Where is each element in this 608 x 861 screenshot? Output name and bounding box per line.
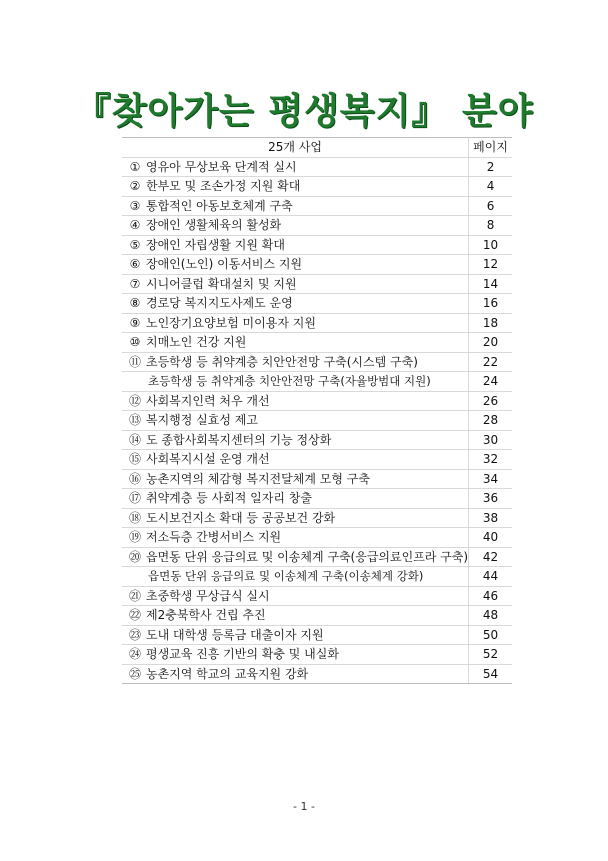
- project-entry: [122, 452, 270, 466]
- table-row: [122, 255, 512, 275]
- item-number: ⑬: [128, 413, 141, 427]
- item-number: ⑦: [129, 276, 141, 291]
- item-number: ②: [129, 179, 141, 193]
- project-cell: [122, 391, 469, 411]
- project-cell: [122, 216, 469, 236]
- project-entry: [122, 394, 270, 408]
- item-number: ⑰: [128, 491, 141, 505]
- table-row: [122, 391, 512, 411]
- table-row: [122, 235, 512, 255]
- project-name: 도시보건지소 확대 등 공공보건 강화: [146, 510, 336, 525]
- page-cell: 46: [469, 586, 512, 606]
- table-row: [122, 547, 512, 567]
- project-name: 도 종합사회복지센터의 기능 정상화: [146, 432, 332, 447]
- page-cell: 30: [469, 430, 512, 450]
- page-cell: 32: [469, 450, 512, 470]
- project-name: 초등학생 등 취약계층 치안안전망 구축(자율방범대 지원): [148, 374, 431, 388]
- page-cell: 40: [469, 528, 512, 548]
- header-page: 페이지: [469, 138, 512, 158]
- item-number: ⑱: [128, 510, 141, 525]
- project-name: 장애인(노인) 이동서비스 지원: [146, 257, 303, 271]
- project-name: 한부모 및 조손가정 지원 확대: [146, 179, 301, 193]
- project-cell: [122, 625, 469, 645]
- page-cell: 8: [469, 216, 512, 236]
- table-row: [122, 645, 512, 665]
- table-row: [122, 411, 512, 431]
- item-number: ⑲: [128, 530, 141, 544]
- item-number: ④: [129, 218, 141, 232]
- project-cell: [122, 372, 469, 392]
- project-cell: [122, 430, 469, 450]
- page-cell: 36: [469, 489, 512, 509]
- item-number: ㉔: [128, 647, 141, 661]
- table-row: [122, 664, 512, 684]
- page-cell: 38: [469, 508, 512, 528]
- page-cell: 6: [469, 196, 512, 216]
- table-row: [122, 528, 512, 548]
- project-cell: [122, 294, 469, 314]
- project-entry: [122, 647, 339, 661]
- table-row: [122, 274, 512, 294]
- table-row: [122, 606, 512, 626]
- page-cell: 44: [469, 567, 512, 587]
- table-row: [122, 313, 512, 333]
- table-row: [122, 157, 512, 177]
- project-entry: [122, 238, 285, 252]
- table-row: [122, 372, 512, 392]
- project-name: 치매노인 건강 지원: [146, 335, 247, 349]
- page-cell: 24: [469, 372, 512, 392]
- page-cell: 54: [469, 664, 512, 684]
- project-cell: [122, 177, 469, 197]
- page-number: - 1 -: [293, 800, 315, 813]
- project-cell: [122, 645, 469, 665]
- table-row: [122, 430, 512, 450]
- project-entry: [122, 199, 293, 213]
- table-row: [122, 216, 512, 236]
- page-cell: 4: [469, 177, 512, 197]
- project-name: 읍면동 단위 응급의료 및 이송체계 구축(응급의료인프라 구축): [146, 549, 469, 564]
- page-cell: 22: [469, 352, 512, 372]
- project-entry: [122, 160, 297, 174]
- project-entry: [122, 491, 312, 505]
- table-row: [122, 177, 512, 197]
- project-entry: [122, 589, 270, 603]
- project-name: 농촌지역의 체감형 복지전달체계 모형 구축: [146, 471, 370, 486]
- project-cell: [122, 469, 469, 489]
- project-name: 복지행정 실효성 제고: [146, 413, 258, 427]
- page-cell: 2: [469, 157, 512, 177]
- project-name: 초중학생 무상급식 실시: [146, 588, 270, 603]
- item-number: ⑩: [129, 335, 141, 349]
- item-number: ⑧: [129, 296, 141, 310]
- project-cell: [122, 567, 469, 587]
- project-cell: [122, 586, 469, 606]
- project-name: 농촌지역 학교의 교육지원 강화: [146, 666, 309, 681]
- table-row: [122, 333, 512, 353]
- page-cell: 34: [469, 469, 512, 489]
- project-name: 영유아 무상보육 단계적 실시: [146, 159, 297, 174]
- project-cell: [122, 255, 469, 275]
- item-number: ⑮: [128, 452, 141, 466]
- item-number: ⑨: [129, 315, 141, 330]
- project-name: 시니어클럽 확대설치 및 지원: [146, 276, 297, 291]
- header-project: 25개 사업: [122, 138, 469, 158]
- contents-table: [122, 137, 512, 684]
- project-name: 통합적인 아동보호체계 구축: [146, 198, 293, 213]
- project-cell: [122, 528, 469, 548]
- project-entry: [122, 355, 418, 369]
- project-name: 사회복지인력 처우 개선: [146, 393, 270, 408]
- project-cell: [122, 411, 469, 431]
- project-cell: [122, 489, 469, 509]
- item-number: ⑪: [128, 354, 141, 369]
- table-row: [122, 625, 512, 645]
- project-name: 장애인 자립생활 지원 확대: [146, 237, 285, 252]
- table-row: [122, 469, 512, 489]
- project-name: 취약계층 등 사회적 일자리 창출: [146, 491, 312, 505]
- item-number: ⑤: [129, 237, 141, 252]
- project-name: 노인장기요양보험 미이용자 지원: [146, 315, 316, 330]
- item-number: ③: [129, 198, 141, 213]
- project-entry: [122, 511, 335, 525]
- page-cell: 52: [469, 645, 512, 665]
- table-row: [122, 196, 512, 216]
- project-entry: [122, 218, 281, 232]
- project-entry: [122, 316, 316, 330]
- page-cell: 20: [469, 333, 512, 353]
- project-entry: [122, 608, 266, 622]
- project-cell: [122, 664, 469, 684]
- project-name: 경로당 복지지도사제도 운영: [146, 296, 293, 310]
- project-name: 장애인 생활체육의 활성화: [146, 218, 282, 232]
- table-row: [122, 352, 512, 372]
- page-title: 『찾아가는 평생복지』 분야: [74, 91, 534, 132]
- project-entry: [122, 530, 281, 544]
- project-cell: [122, 235, 469, 255]
- item-number: ⑭: [128, 432, 141, 447]
- project-entry: [122, 567, 423, 586]
- project-cell: [122, 547, 469, 567]
- project-cell: [122, 274, 469, 294]
- project-entry: [122, 335, 246, 349]
- page-cell: 12: [469, 255, 512, 275]
- project-name: 저소득층 간병서비스 지원: [146, 530, 282, 544]
- project-name: 사회복지시설 운영 개선: [146, 452, 270, 466]
- project-cell: [122, 606, 469, 626]
- page-cell: 50: [469, 625, 512, 645]
- project-name: 초등학생 등 취약계층 치안안전망 구축(시스템 구축): [146, 354, 418, 369]
- project-name: 도내 대학생 등록금 대출이자 지원: [146, 627, 324, 642]
- table-row: [122, 567, 512, 587]
- project-entry: [122, 372, 431, 391]
- project-cell: [122, 313, 469, 333]
- item-number: ⑫: [128, 393, 141, 408]
- page-cell: 18: [469, 313, 512, 333]
- page-cell: 14: [469, 274, 512, 294]
- project-name: 평생교육 진흥 기반의 확충 및 내실화: [146, 647, 339, 661]
- project-entry: [122, 472, 370, 486]
- table-header-row: [122, 138, 512, 158]
- project-cell: [122, 352, 469, 372]
- page-cell: 42: [469, 547, 512, 567]
- project-name: 읍면동 단위 응급의료 및 이송체계 구축(이송체계 강화): [148, 569, 424, 583]
- item-number: ㉑: [128, 588, 141, 603]
- project-entry: [122, 413, 258, 427]
- project-entry: [122, 257, 302, 271]
- project-entry: [122, 296, 293, 310]
- project-entry: [122, 667, 308, 681]
- project-entry: [122, 433, 331, 447]
- item-number: ㉓: [128, 627, 141, 642]
- page-cell: 16: [469, 294, 512, 314]
- item-number: ⑯: [128, 471, 141, 486]
- project-cell: [122, 450, 469, 470]
- table-row: [122, 508, 512, 528]
- item-number: ①: [129, 159, 141, 174]
- item-number: ㉕: [128, 666, 141, 681]
- project-cell: [122, 157, 469, 177]
- project-cell: [122, 333, 469, 353]
- page-cell: 10: [469, 235, 512, 255]
- item-number: ㉒: [128, 608, 141, 622]
- project-entry: [122, 277, 297, 291]
- page-cell: 26: [469, 391, 512, 411]
- project-name: 제2충북학사 건립 추진: [146, 608, 266, 622]
- item-number: ⑥: [129, 257, 141, 271]
- table-row: [122, 450, 512, 470]
- table-row: [122, 586, 512, 606]
- item-number: ⑳: [128, 549, 141, 564]
- page-cell: 48: [469, 606, 512, 626]
- project-entry: [122, 628, 324, 642]
- project-entry: [122, 179, 300, 193]
- table-row: [122, 489, 512, 509]
- project-entry: [122, 550, 468, 564]
- project-cell: [122, 508, 469, 528]
- page-cell: 28: [469, 411, 512, 431]
- table-row: [122, 294, 512, 314]
- project-cell: [122, 196, 469, 216]
